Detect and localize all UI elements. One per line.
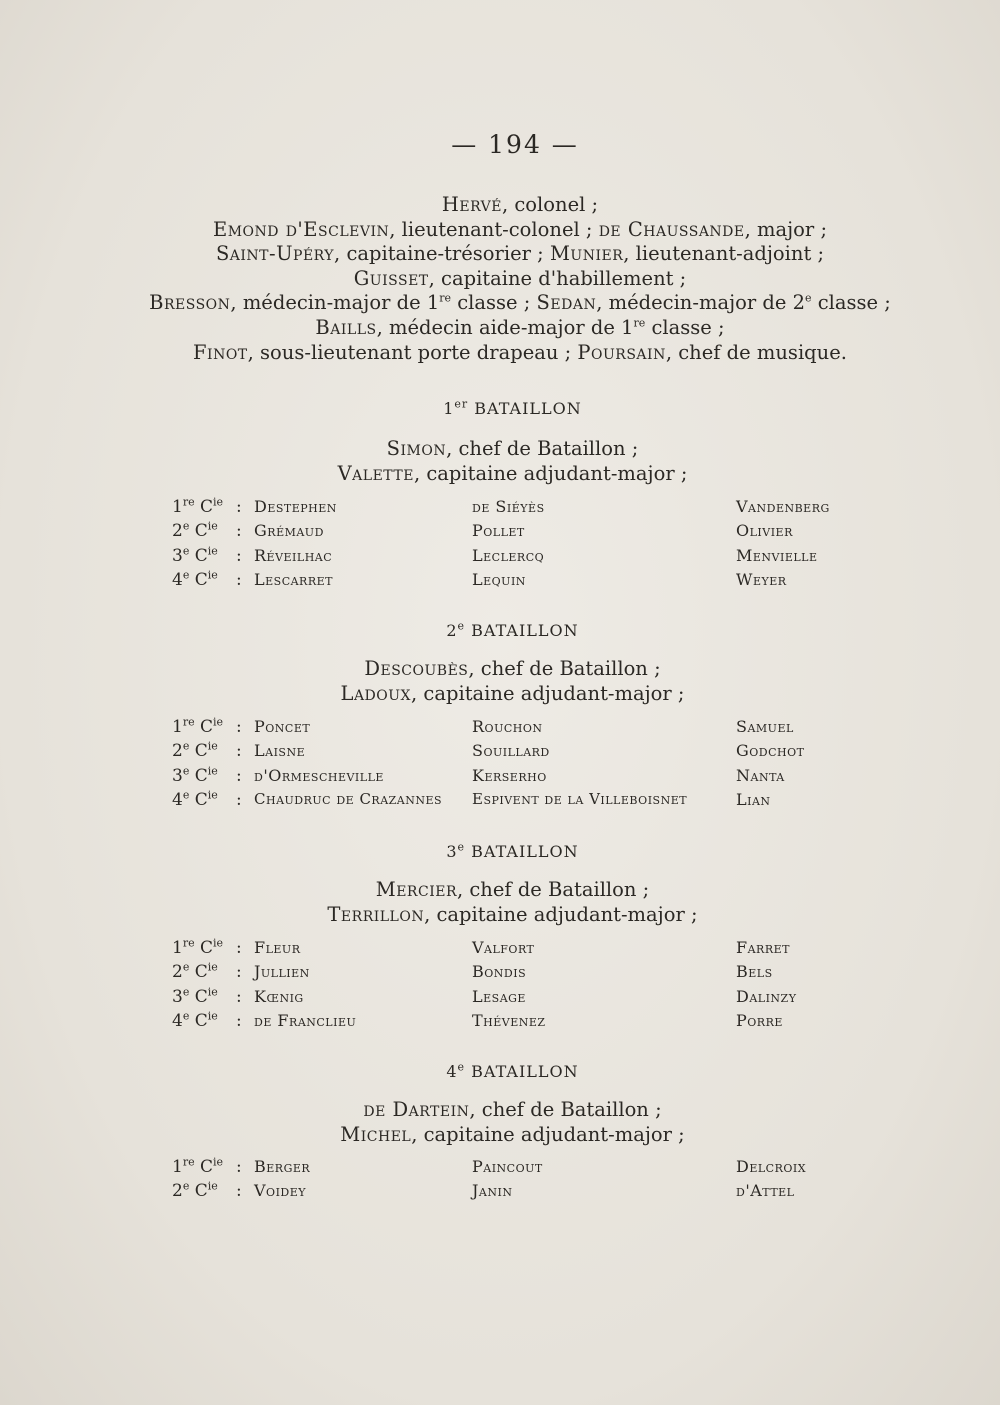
company-row	[0, 938, 1000, 962]
command-line	[0, 436, 1000, 461]
officer-name: Fleur	[254, 938, 301, 957]
company-label: 2e $C^{ie}$	[172, 960, 218, 983]
officer-name: Kerserho	[472, 765, 547, 785]
colon: :	[236, 1157, 242, 1177]
officer-name: Saint-Upéry	[215, 242, 335, 266]
officer-name: Berger	[254, 1157, 311, 1176]
officer-name: Leclercq	[472, 545, 545, 565]
superscript: e	[457, 619, 466, 633]
officer-name: Jullien	[254, 962, 310, 982]
colon: :	[236, 789, 242, 810]
battalion-command	[0, 656, 1000, 706]
company-row	[0, 521, 1000, 545]
officer-name: Samuel	[736, 717, 794, 736]
officer-rank: classe ;	[451, 291, 537, 315]
company-label: 2e $C^{ie}$	[172, 1179, 218, 1202]
battalion-title	[0, 399, 1000, 418]
officer-rank: , médecin-major de 2	[596, 291, 806, 315]
company-row	[0, 763, 1000, 790]
colon: :	[236, 1010, 242, 1031]
officer-rank: , chef de Bataillon ;	[468, 657, 661, 680]
staff-line	[0, 291, 1000, 316]
officer-name: Destephen	[254, 497, 337, 516]
officer-name: Valfort	[472, 938, 535, 957]
officer-name: de Franclieu	[254, 1010, 357, 1030]
battalion-command	[0, 436, 1000, 486]
officer-name: Bondis	[472, 962, 527, 982]
officer-name: Mercier	[375, 878, 457, 901]
officer-name: Réveilhac	[254, 545, 333, 565]
company-label: 2e $C^{ie}$	[172, 739, 218, 762]
company-label: 1re $C^{ie}$	[172, 715, 224, 737]
officer-name: Rouchon	[472, 717, 543, 736]
officer-rank: , chef de Bataillon ;	[446, 437, 639, 460]
battalion-command	[0, 1097, 1000, 1147]
command-line	[0, 877, 1000, 902]
officer-name: de Siéyès	[472, 497, 545, 516]
company-row	[0, 1181, 1000, 1205]
officer-rank: , capitaine-trésorier ;	[334, 242, 550, 266]
company-label: 2e $C^{ie}$	[172, 519, 218, 542]
staff-line	[0, 193, 1000, 218]
battalion-label: BATAILLON	[465, 1062, 579, 1081]
officer-name: Delcroix	[736, 1157, 807, 1176]
officer-name: Kœnig	[254, 986, 304, 1006]
officer-rank: , capitaine d'habillement ;	[428, 266, 687, 290]
officer-rank: , chef de Bataillon ;	[469, 1098, 662, 1121]
officer-name: Simon	[386, 437, 447, 460]
company-row	[0, 1157, 1000, 1181]
officer-name: d'Ormescheville	[254, 765, 384, 785]
company-label: 4e $C^{ie}$	[172, 788, 218, 810]
colon: :	[236, 986, 242, 1007]
officer-rank: , major ;	[744, 217, 828, 241]
officer-rank: , capitaine adjudant-major ;	[411, 1123, 685, 1146]
company-row	[0, 543, 1000, 570]
officer-rank: , médecin aide-major de 1	[376, 315, 634, 339]
company-row	[0, 741, 1000, 765]
officer-rank: classe ;	[645, 315, 725, 339]
company-row	[0, 790, 1000, 814]
officer-name: Finot	[193, 340, 248, 364]
officer-name: Souillard	[472, 741, 550, 761]
officer-name: Nanta	[736, 765, 785, 785]
officer-name: Dalinzy	[736, 986, 797, 1006]
officer-name: Guisset	[353, 266, 429, 290]
colon: :	[236, 497, 242, 517]
officer-name: Laisne	[254, 741, 306, 761]
battalion-title	[0, 621, 1000, 640]
company-row	[0, 984, 1000, 1011]
officer-rank: , chef de musique.	[665, 340, 847, 364]
company-label: 3e $C^{ie}$	[172, 763, 218, 786]
officer-name: Janin	[472, 1181, 513, 1201]
staff-line	[0, 242, 1000, 267]
company-row	[0, 962, 1000, 986]
officer-name: Bresson	[149, 291, 231, 315]
colon: :	[236, 765, 242, 786]
officer-name: de Chaussande	[598, 217, 745, 241]
officer-name: Olivier	[736, 521, 793, 541]
command-line	[0, 681, 1000, 706]
staff-line	[0, 341, 1000, 366]
regimental-staff	[0, 193, 1000, 365]
company-row	[0, 570, 1000, 594]
officer-name: Terrillon	[327, 903, 425, 926]
company-label: 3e $C^{ie}$	[172, 984, 218, 1007]
officer-rank: , colonel ;	[501, 193, 599, 216]
company-row	[0, 1011, 1000, 1035]
officer-name: Voidey	[254, 1181, 307, 1201]
officer-name: d'Attel	[736, 1181, 795, 1201]
battalion-title	[0, 1062, 1000, 1081]
staff-line	[0, 267, 1000, 292]
officer-rank: , lieutenant-adjoint ;	[623, 242, 825, 266]
officer-rank: , capitaine adjudant-major ;	[411, 682, 685, 705]
officer-name: Espivent de la Villeboisnet	[472, 789, 688, 808]
battalion-label: BATAILLON	[468, 399, 582, 418]
officer-name: Paincout	[472, 1157, 543, 1176]
company-table	[0, 938, 1000, 1035]
colon: :	[236, 521, 242, 542]
company-label: 4e $C^{ie}$	[172, 568, 218, 590]
officer-name: Poncet	[254, 717, 311, 736]
superscript: er	[454, 397, 469, 411]
colon: :	[236, 717, 242, 737]
company-row	[0, 717, 1000, 741]
colon: :	[236, 545, 242, 566]
colon: :	[236, 1181, 242, 1202]
page-number: — 194 —	[451, 130, 579, 159]
company-label: 3e $C^{ie}$	[172, 543, 218, 566]
battalion-number: 4	[446, 1062, 458, 1081]
battalion-number: 2	[446, 621, 458, 640]
officer-name: Godchot	[736, 741, 805, 761]
battalion-number: 3	[446, 842, 458, 861]
superscript: re	[633, 316, 646, 330]
colon: :	[236, 962, 242, 983]
officer-rank: , chef de Bataillon ;	[456, 878, 650, 901]
officer-name: Munier	[549, 242, 624, 266]
colon: :	[236, 569, 242, 590]
officer-name: Valette	[337, 462, 414, 485]
officer-name: Lequin	[472, 569, 526, 589]
company-label: 4e $C^{ie}$	[172, 1009, 218, 1031]
superscript: re	[439, 291, 452, 305]
colon: :	[236, 741, 242, 762]
officer-name: Bels	[736, 962, 773, 982]
battalion-label: BATAILLON	[465, 842, 579, 861]
officer-name: Sedan	[536, 291, 597, 315]
command-line	[0, 902, 1000, 927]
officer-name: Ladoux	[340, 682, 412, 705]
officer-rank: classe ;	[811, 291, 891, 315]
officer-name: Pollet	[472, 521, 525, 541]
officer-rank: , capitaine adjudant-major ;	[424, 903, 698, 926]
staff-line	[0, 316, 1000, 341]
superscript: e	[457, 840, 466, 854]
superscript: e	[457, 1060, 466, 1074]
battalion-title	[0, 842, 1000, 861]
command-line	[0, 1122, 1000, 1147]
battalion-number: 1	[443, 399, 455, 418]
officer-rank: , médecin-major de 1	[230, 291, 440, 315]
officer-name: Lian	[736, 789, 771, 809]
officer-rank: , capitaine adjudant-major ;	[413, 462, 688, 485]
officer-name: Grémaud	[254, 521, 324, 541]
staff-line	[0, 218, 1000, 243]
company-table	[0, 1157, 1000, 1206]
officer-name: Hervé	[441, 193, 502, 216]
officer-name: Weyer	[736, 569, 787, 589]
company-label: 1re $C^{ie}$	[172, 936, 224, 958]
officer-name: Baills	[315, 315, 377, 339]
company-row	[0, 497, 1000, 521]
officer-rank: , lieutenant-colonel ;	[389, 217, 599, 241]
command-line	[0, 461, 1000, 486]
officer-rank: , sous-lieutenant porte drapeau ;	[247, 340, 578, 364]
officer-name: Menvielle	[736, 545, 818, 565]
company-table	[0, 717, 1000, 814]
battalion-label: BATAILLON	[465, 621, 579, 640]
officer-name: Poursain	[577, 340, 666, 364]
battalion-command	[0, 877, 1000, 927]
officer-name: Vandenberg	[736, 497, 830, 516]
officer-name: Thévenez	[472, 1010, 546, 1030]
officer-name: Chaudruc de Crazannes	[254, 789, 443, 808]
officer-name: Porre	[736, 1010, 783, 1030]
officer-name: Michel	[340, 1123, 412, 1146]
colon: :	[236, 938, 242, 958]
company-table	[0, 497, 1000, 594]
command-line	[0, 1097, 1000, 1122]
company-label: 1re $C^{ie}$	[172, 1155, 224, 1177]
company-label: 1re $C^{ie}$	[172, 495, 224, 517]
officer-name: Emond d'Esclevin	[212, 217, 390, 241]
officer-name: Lescarret	[254, 569, 333, 589]
superscript: e	[805, 291, 812, 305]
command-line	[0, 656, 1000, 681]
officer-name: Lesage	[472, 986, 526, 1006]
officer-name: Descoubès	[364, 657, 469, 680]
officer-name: de Dartein	[363, 1098, 470, 1121]
officer-name: Farret	[736, 938, 790, 957]
